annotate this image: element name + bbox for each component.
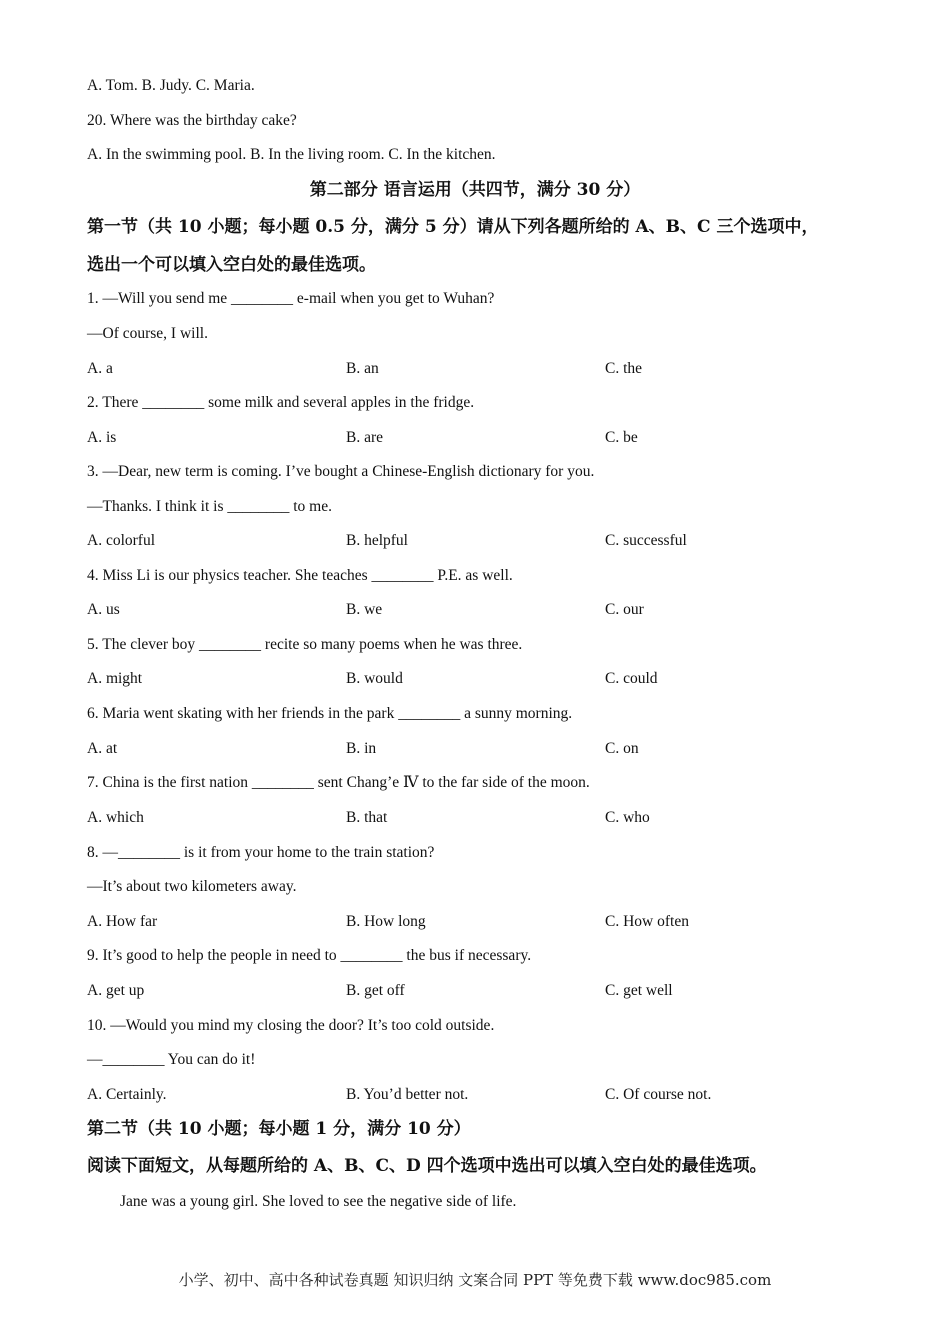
q8-stem: 8. —________ is it from your home to the train station? [87, 844, 435, 861]
passage-first-line: Jane was a young girl. She loved to see the negative side of life. [120, 1193, 517, 1210]
q5-stem: 5. The clever boy ________ recite so many poems when he was three. [87, 636, 523, 653]
q20-options: A. In the swimming pool. B. In the living room. C. In the kitchen. [87, 146, 496, 163]
q2-stem: 2. There ________ some milk and several apples in the fridge. [87, 394, 475, 411]
q19-options: A. Tom. B. Judy. C. Maria. [87, 77, 255, 94]
q3-option-b: B. helpful [346, 532, 408, 549]
q4-option-b: B. we [346, 601, 383, 618]
q7-stem: 7. China is the first nation ________ sent Chang’e Ⅳ to the far side of the moon. [87, 774, 590, 791]
q4-stem: 4. Miss Li is our physics teacher. She teaches ________ P.E. as well. [87, 567, 513, 584]
q6-stem: 6. Maria went skating with her friends in the park ________ a sunny morning. [87, 705, 573, 722]
q8-option-b: B. How long [346, 913, 426, 930]
q1-option-c: C. the [605, 360, 643, 377]
page-footer: 小学、初中、高中各种试卷真题 知识归纳 文案合同 PPT 等免费下载 www.doc985.com [178, 1271, 772, 1289]
q20-stem: 20. Where was the birthday cake? [87, 112, 297, 129]
q5-option-b: B. would [346, 670, 403, 687]
q8-reply: —It’s about two kilometers away. [87, 878, 297, 895]
q5-option-a: A. might [87, 670, 143, 687]
q2-option-c: C. be [605, 429, 638, 446]
q7-option-a: A. which [87, 809, 144, 826]
part2-title: 第二部分 语言运用（共四节，满分 30 分） [309, 180, 641, 200]
q10-option-c: C. Of course not. [605, 1086, 712, 1103]
section1-heading-line1: 第一节（共 10 小题；每小题 0.5 分，满分 5 分）请从下列各题所给的 A、B、C 三个选项中， [87, 217, 819, 237]
q2-option-a: A. is [87, 429, 117, 446]
section2-heading-line2: 阅读下面短文，从每题所给的 A、B、C、D 四个选项中选出可以填入空白处的最佳选项。 [87, 1156, 767, 1176]
q6-option-c: C. on [605, 740, 639, 757]
q10-option-b: B. You’d better not. [346, 1086, 469, 1103]
section2-heading-line1: 第二节（共 10 小题；每小题 1 分，满分 10 分） [87, 1119, 471, 1139]
q4-option-a: A. us [87, 601, 120, 618]
q3-reply: —Thanks. I think it is ________ to me. [87, 498, 332, 515]
q3-option-c: C. successful [605, 532, 687, 549]
q1-option-b: B. an [346, 360, 379, 377]
q6-option-a: A. at [87, 740, 118, 757]
q9-option-b: B. get off [346, 982, 405, 999]
q3-option-a: A. colorful [87, 532, 156, 549]
q10-reply: —________ You can do it! [87, 1051, 256, 1068]
q6-option-b: B. in [346, 740, 377, 757]
q8-option-c: C. How often [605, 913, 689, 930]
q4-option-c: C. our [605, 601, 644, 618]
q9-option-c: C. get well [605, 982, 673, 999]
q1-reply: —Of course, I will. [87, 325, 208, 342]
q8-option-a: A. How far [87, 913, 158, 930]
q10-option-a: A. Certainly. [87, 1086, 167, 1103]
q5-option-c: C. could [605, 670, 658, 687]
q10-stem: 10. —Would you mind my closing the door? It’s too cold outside. [87, 1017, 495, 1034]
q1-stem: 1. —Will you send me ________ e-mail when you get to Wuhan? [87, 290, 495, 307]
section1-heading-line2: 选出一个可以填入空白处的最佳选项。 [87, 255, 376, 275]
q7-option-c: C. who [605, 809, 650, 826]
q1-option-a: A. a [87, 360, 113, 377]
q7-option-b: B. that [346, 809, 388, 826]
q3-stem: 3. —Dear, new term is coming. I’ve bought a Chinese-English dictionary for you. [87, 463, 595, 480]
q9-option-a: A. get up [87, 982, 145, 999]
q2-option-b: B. are [346, 429, 384, 446]
q9-stem: 9. It’s good to help the people in need to ________ the bus if necessary. [87, 947, 532, 964]
